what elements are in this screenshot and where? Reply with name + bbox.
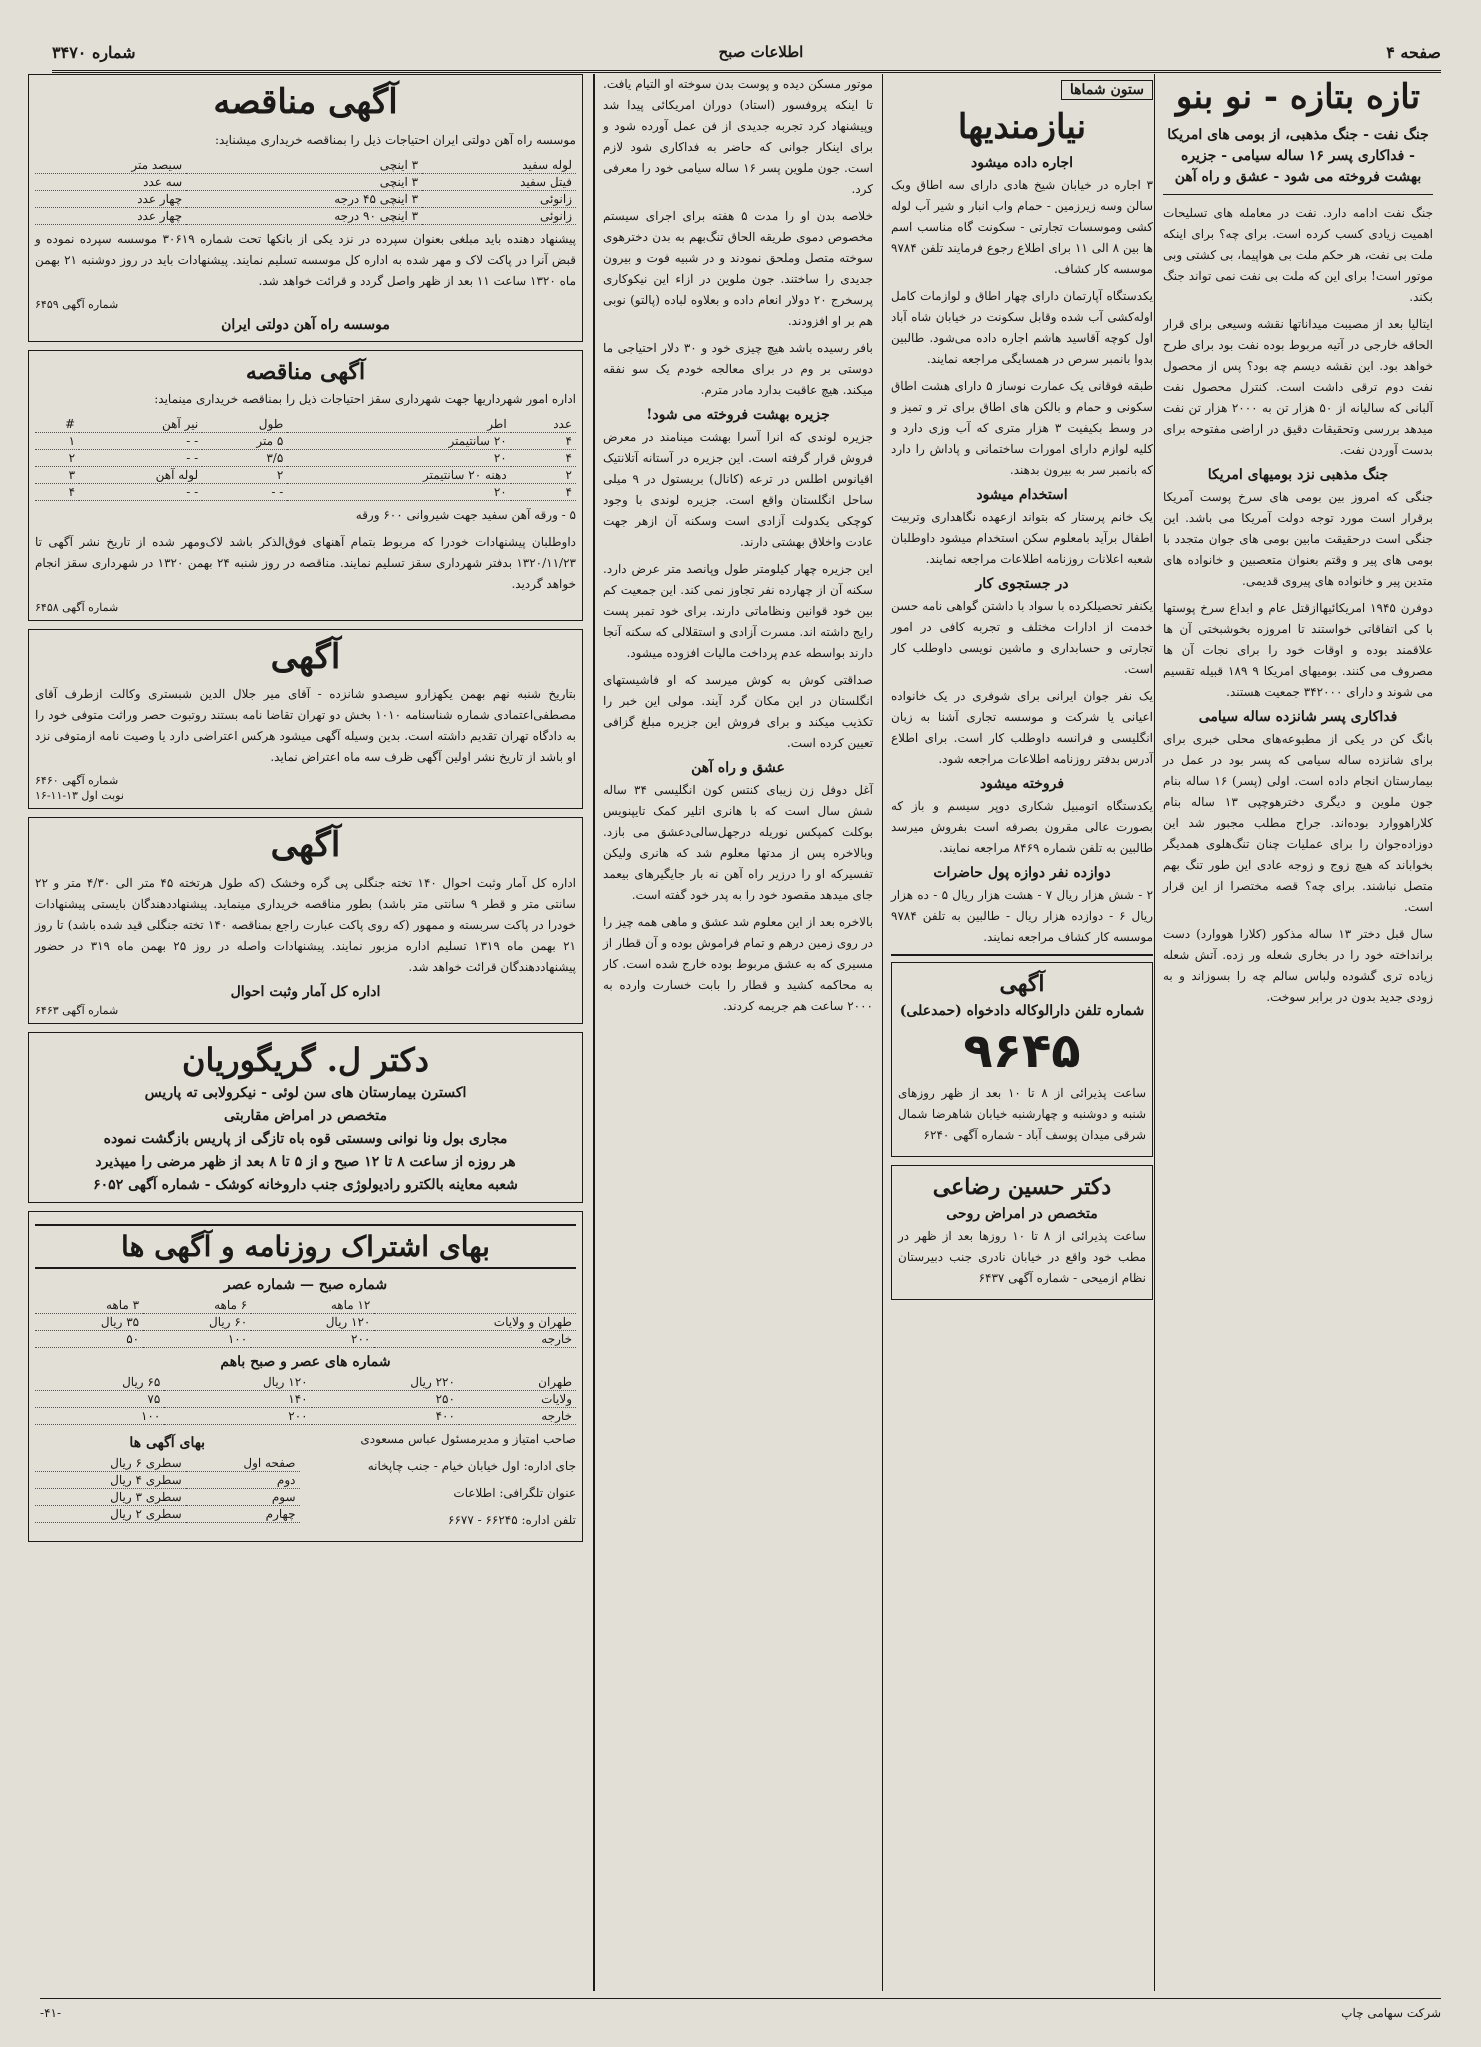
section-heading: فروخته میشود	[979, 775, 1065, 792]
table-cell: ۲	[35, 449, 79, 466]
table-row	[35, 1313, 576, 1330]
page-label: صفحه ۴	[1386, 42, 1441, 62]
table-cell: - -	[79, 432, 202, 449]
table-header-cell: ۳ ماهه	[35, 1297, 143, 1314]
section-text: دوفرن ۱۹۴۵ امریکائیهاازقتل عام و ابداع سرخ پوستها با کی اتفاقاتی خواستند تا امروزه بخوشبختی آن ها علاقمند بوده و اوقات خود را برای نجات آن ها مصروف می کنند. بومیهای امریکا ۹ ۱۸۹ قبیله تقسیم می شوند و دارای ۳۴۲۰۰۰ جمعیت هستند.	[1163, 600, 1434, 699]
section-heading: جزیره بهشت فروخته می شود!	[646, 407, 830, 423]
table-cell: فیتل سفید	[422, 173, 576, 190]
evening-label: شماره عصر	[223, 1276, 296, 1293]
table-cell: ۱۰۰	[35, 1407, 164, 1424]
ad-rates	[35, 1429, 300, 1537]
owner: صاحب امتیاز و مدیرمسئول عباس مسعودی	[360, 1431, 576, 1446]
table-cell: - -	[79, 449, 202, 466]
tender-ad-railway-title: آگهی مناقصه	[213, 82, 398, 122]
table-cell: خارجه	[459, 1407, 576, 1424]
section-tab: ستون شماها	[1061, 80, 1153, 100]
table-header-cell	[374, 1297, 576, 1314]
ad-rates-title: بهای آگهی ها	[129, 1434, 206, 1451]
table-row	[35, 483, 576, 500]
section-text: جنگی که امروز بین بومی های سرخ پوست آمریکا برقرار است مورد توجه دولت آمریکا می باشد. این جنگی است درحقیقت مابین بومی های جوان متجدد با بومی های پیر و وقتم بعنوان متعصبین و خانواده های متدین پیر و خانواده های پیروی قدیمی.	[1163, 489, 1433, 588]
psychiatrist-specialty: متخصص در امراض روحی	[946, 1205, 1098, 1222]
table-cell: زانوئی	[422, 190, 576, 207]
table-row	[35, 157, 576, 174]
psychiatrist-text: ساعت پذیرائی از ۸ تا ۱۰ روزها بعد از ظهر در مطب خود واقع در خیابان نادری جنب دبیرستان نظام ازمیحی - شماره آگهی ۶۴۳۷	[898, 1228, 1147, 1285]
news-subhead: جنگ نفت - جنگ مذهبی، از بومی های امریکا - فداکاری پسر ۱۶ ساله سیامی - جزیره بهشت فروخته می شود - عشق و راه آهن	[1163, 125, 1433, 195]
timber-tender-body: اداره کل آمار وثبت احوال ۱۴۰ تخته جنگلی پی گره وخشک (که طول هرتخته ۴۵ متر الی ۴/۳۰ متر و ۲۲ سانتی متر و قطر ۹ سانتی متر باشد) بطور مناقصه خریداری مینماید. پیشنهاددهندگان بایستی پیشنهادات خودرا در پاکت سربسته و ممهور (که روی پاکت عبارت راجع بمناقصه ۱۴۰ تخته جنگلی قید شده باشد) تا روز ۲۱ بهمن ماه ۱۳۱۹ تسلیم اداره مزبور نمایند. پیشنهادات واصله در روز ۲۵ بهمن ماه ۳۱۹ در حضور پیشنهاددهندگان قرائت خواهد شد.	[35, 875, 576, 974]
ad-rates-table	[35, 1455, 300, 1523]
table-cell: ۲۰	[287, 449, 510, 466]
table-cell: صفحه اول	[186, 1455, 300, 1472]
table-row	[35, 432, 576, 449]
issue-number: شماره ۳۴۷۰	[52, 42, 136, 62]
section-heading: اجاره داده میشود	[970, 154, 1074, 171]
section-heading: فداکاری پسر شانزده ساله سیامی	[1198, 708, 1398, 725]
divider	[891, 954, 1153, 956]
tender-ad-saqqez-notice: شماره آگهی ۶۴۵۸	[35, 600, 119, 614]
table-cell: خارجه	[374, 1330, 576, 1347]
table-cell: طهران	[459, 1374, 576, 1391]
table-row	[35, 1455, 300, 1472]
headline-news: تازه بتازه - نو بنو	[1175, 77, 1421, 117]
table-cell: دهنه ۲۰ سانتیمتر	[287, 466, 510, 483]
table-header-row	[35, 416, 576, 433]
table-cell: زانوئی	[422, 207, 576, 224]
subscription-box	[28, 1211, 583, 1542]
section-text: این جزیره چهار کیلومتر طول وپانصد متر عرض دارد. سکنه آن از چهارده نفر تجاوز نمی کند. این جمعیت کم بین خود قوانین ونظاماتی دارند. برای خود تمبر پست رایج داشته اند. مسرت آزادی و استقلالی که سکنه آنجا دارند بواسطه عدم پرداخت مالیات افزوده میشود.	[603, 562, 873, 660]
section-heading: دوازده نفر دوازه پول حاضرات	[933, 864, 1111, 881]
tender-ad-railway	[28, 74, 583, 342]
masthead	[52, 34, 1441, 73]
section-text: بالاخره بعد از این معلوم شد عشق و ماهی همه چیز را در روی زمین درهم و تمام فراموش بوده و آن قطار از مسیری که به عشق مربوط بوده خارج شده است. کار به محاکمه کشید و قطار را بابت خسارت وارده به ۲۰۰۰ ساعت هم جریمه کردند.	[603, 915, 873, 1013]
section-heading: در جستجوی کار	[975, 575, 1069, 592]
inheritance-ad-title: آگهی	[270, 636, 341, 677]
table-cell: ۵۰	[35, 1330, 143, 1347]
table-cell: ۷۵	[35, 1390, 164, 1407]
section-text: جزیره لوندی که انرا آسرا بهشت مینامند در معرض فروش قرار گرفته است. این جزیره در آستانه آتلانتیک اقیانوس اطلس در ترعه (کانال) بریستول در ۹ میلی ساحل انگلستان واقع است. جزیره لوندی با وجود کوچکی یکدولت آزادی است وسکنه آن ازهر جهت عادت واخلاق بهشتی دارند.	[603, 430, 873, 549]
table-cell: چهارم	[186, 1505, 300, 1522]
both-editions-label: شماره های عصر و صبح باهم	[220, 1353, 391, 1370]
table-cell: ۲۲۰ ریال	[312, 1374, 459, 1391]
section-text: آغل دوفل زن زیبای کنتس کون انگلیسی ۳۴ ساله شش سال است که با هانری اتلیر کمک تایپنویس بوکلت کمپکس نوریله درجهل‌سالی‌دعشق می بازد. وبالاخره پس از مدتها معلوم شد که هانری ولیکن تفسیرکه او را درزیر راه آهن نه بار جایگیرهای بیعمد جای میدهد مقصود خود را به پدر خود گفته است.	[603, 783, 873, 902]
tender-ad-saqqez-extra: ۵ - ورقه آهن سفید جهت شیروانی ۶۰۰ ورقه	[355, 507, 576, 522]
column-news	[1154, 74, 1441, 1991]
section-text: بانگ کن در یکی از مطبوعه‌های محلی خبری برای برای شانزده ساله سیامی که پسر بود در عمل در بیمارستان انجام داده است. اولی (پسر) ۱۶ ساله بنام جون ملوین و دیگری دخترهوچپی ۱۳ ساله بنام کلاراهووارد بوده‌اند. جراح مطلب مجبور شد این دوزاده‌جوان را برای عملیات چنان تنگ‌هلوی همدیگر بخواباند که هیچ زوج و زوجه عادی این طور تنگ بهم متصل نباشند. برای چه؟ قصه مختصرا از این قرار است.	[1163, 731, 1433, 914]
table-cell: - -	[202, 483, 287, 500]
table-cell: ۲	[202, 466, 287, 483]
section-text: صداقتی کوش به کوش میرسد که او فاشیستهای انگلستان در این مکان گرد آیند. مولی این خبر را تکذیب میکند و برای فروش این جزیره مبلغ گزافی تعیین کرده است.	[603, 673, 873, 750]
news-sections	[1163, 314, 1433, 1008]
table-cell: ۴	[511, 483, 576, 500]
table-cell: ۱۴۰	[164, 1390, 311, 1407]
table-header-cell: ۱۲ ماهه	[251, 1297, 374, 1314]
table-cell: ۳/۵	[202, 449, 287, 466]
section-heading: عشق و راه آهن	[691, 760, 785, 776]
saqqez-table	[35, 416, 576, 501]
table-row	[35, 1505, 300, 1522]
inheritance-ad-body: بتاریخ شنبه نهم بهمن یکهزارو سیصدو شانزده - آقای میر جلال الدین شبستری وکالت ازطرف آقای مصطفی‌اعتمادی شماره شناسنامه ۱۰۱۰ بخش دو تهران تقاضا نامه بستند روتبوت حصر وراثت متوفی خود را به دادگاه تهران تقدیم داشته است. بدین وسیله آگهی میشود هرکس اعتراضی دارد یا وصیت نامه ازمتوفی نزد او باشد از تاریخ نشر اولین آگهی ظرف سه ماه اعتراض نماید.	[35, 687, 576, 764]
table-cell: ۶۰ ریال	[143, 1313, 251, 1330]
table-cell: ۱۲۰ ریال	[164, 1374, 311, 1391]
table-cell: ۴۰۰	[312, 1407, 459, 1424]
lawyer-ad-text: ساعت پذیرائی از ۸ تا ۱۰ بعد از ظهر روزهای شنبه و دوشنبه و چهارشنبه خیابان شاهرضا شمال شرقی میدان پوسف آباد - شماره آگهی ۶۲۴۰	[898, 1085, 1147, 1142]
table-cell: ۵ متر	[202, 432, 287, 449]
phones: تلفن اداره: ۶۶۲۴۵ - ۶۶۷۷	[448, 1512, 576, 1527]
tender-ad-railway-intro: موسسه راه آهن دولتی ایران احتیاجات ذیل را بمناقصه خریداری میشناید:	[214, 132, 576, 147]
dr-grigorian-lines	[35, 1083, 576, 1196]
headline-classifieds: نیازمندیها	[957, 107, 1087, 147]
section-heading: استخدام میشود	[976, 486, 1068, 503]
table-header-cell: #	[35, 416, 79, 433]
news-intro: جنگ نفت ادامه دارد. نفت در معامله های تسلیحات اهمیت زیادی کسب کرده است. برای چه؟ برای اینکه ملت بی نفت، هر حکم ملت بی هواپیما، بی کشتی وبی موتور است! برای این که ملت بی نفت نمی تواند جنگ بکند.	[1163, 205, 1433, 304]
table-cell: ۳ اینچی ۹۰ درجه	[186, 207, 422, 224]
inheritance-ad-notice: شماره آگهی ۶۴۶۰	[35, 774, 119, 787]
section-text: یکنفر تحصیلکرده با سواد با داشتن گواهی نامه حسن خدمت از ادارات مختلف و تجربه کافی در امور تجارتی و حسابداری و ماشین نویسی داوطلب کار است.	[891, 598, 1153, 676]
table-cell: ۳ اینچی ۴۵ درجه	[186, 190, 422, 207]
timber-tender-ad	[28, 817, 583, 1024]
section-heading: جنگ مذهبی نزد بومیهای امریکا	[1207, 466, 1389, 483]
psychiatrist-ad	[891, 1165, 1153, 1300]
subscription-table-both	[35, 1374, 576, 1425]
lawyer-ad-title: آگهی	[999, 970, 1045, 997]
lawyer-ad-line: شماره تلفن دارالوکاله دادخواه (حمدعلی)	[899, 1002, 1145, 1019]
doctor-line: اکسترن بیمارستان های سن لوئی - نیکرولابی ته پاریس	[144, 1084, 467, 1101]
timber-tender-notice: شماره آگهی ۶۴۶۳	[35, 1003, 119, 1017]
table-header-cell: عدد	[511, 416, 576, 433]
column-news-continued	[593, 74, 881, 1991]
column-classifieds	[882, 74, 1161, 1991]
inheritance-ad-turn: نوبت اول ۱۳-۱۱-۱۶	[35, 789, 124, 802]
subscription-table-single	[35, 1297, 576, 1348]
table-row	[35, 190, 576, 207]
section-text: سال قبل دختر ۱۳ ساله مذکور (کلارا هووارد) دست برانداخته خود را در بخاری شعله ور زده. آتش شعله زیاده تری گشوده ولباس سالم چه را بسوزاند و به زودی جدید بدون در برابر سوخت.	[1163, 926, 1433, 1004]
table-cell: ۲	[511, 466, 576, 483]
table-cell: ۲۵۰	[312, 1390, 459, 1407]
section-text: طبقه فوقانی یک عمارت نوساز ۵ دارای هشت اطاق سکونی و حمام و بالکن های اطاق برای تر و تمیز و در وسط بکیفیت ۳ هزار متری که آب وزی دارد و کلیه لوازم دارای امورات ساختمانی و پاداش را دارد که بانمبر سر به بیرون بدهند.	[891, 378, 1154, 477]
table-cell: ۲۰	[287, 483, 510, 500]
table-cell: دوم	[186, 1471, 300, 1488]
section-text: یک نفر جوان ایرانی برای شوفری در یک خانواده اعیانی یا شرکت و موسسه تجاری آشنا به زبان انگلیسی و فرانسه داوطلب کار است. برای اطلاع آدرس بدفتر روزنامه اطلاعات مراجعه شود.	[891, 688, 1153, 766]
table-cell: سطری ۳ ریال	[35, 1488, 186, 1505]
table-cell: سیصد متر	[35, 157, 186, 174]
table-cell: طهران و ولایات	[374, 1313, 576, 1330]
table-cell: ولایات	[459, 1390, 576, 1407]
table-cell: ۱۲۰ ریال	[251, 1313, 374, 1330]
section-text: ۳ اجاره در خیابان شیخ هادی دارای سه اطاق وبک سالن وسه زیرزمین - حمام واب انبار و شیر آب لوله کشی وموسسات تجارتی - سکونت گاه مناسب اسم ها بین ۸ الی ۱۱ برای اطلاع رجوع فرمایند تلفن ۹۷۸۴ موسسه کار کشاف.	[891, 177, 1153, 276]
table-header-cell: ۶ ماهه	[143, 1297, 251, 1314]
table-row	[35, 449, 576, 466]
table-cell: ۳۵ ریال	[35, 1313, 143, 1330]
doctor-line: هر روزه از ساعت ۸ تا ۱۲ صبح و از ۵ تا ۸ بعد از ظهر مرضی را میپذیرد	[95, 1153, 516, 1170]
tender-ad-railway-notice: شماره آگهی ۶۴۵۹	[35, 297, 119, 311]
section-text: موتور مسکن دیده و پوست بدن سوخته او التیام یافت. تا اینکه پروفسور (استاد) دوران امریکائی پیدا شد وپیشنهاد کرد تجربه جدیدی از فن عمل آورده شود و برای اینکار جوانی که حاضر به فداکاری شود لازم است. جون ملوین پسر ۱۶ ساله سیامی خود را معرفی کرد.	[603, 77, 873, 196]
lawyer-phone: ۹۶۴۵	[963, 1022, 1081, 1079]
table-row	[35, 466, 576, 483]
dr-grigorian-name: دکتر ل. گریگوریان	[181, 1040, 430, 1079]
table-row	[35, 1488, 300, 1505]
table-cell: لوله سفید	[422, 157, 576, 174]
inheritance-ad	[28, 629, 583, 810]
tender-ad-railway-signature: موسسه راه آهن دولتی ایران	[221, 316, 390, 333]
subscription-title: بهای اشتراک روزنامه و آگهی ها	[35, 1224, 576, 1269]
table-cell: ۱۰۰	[143, 1330, 251, 1347]
section-text: خلاصه بدن او را مدت ۵ هفته برای اجرای سیستم مخصوص دموی طریقه الحاق تنگ‌بهم به بدن دخترهوی سوخته متصل وملحق نمودند و در شبیه فوت و بیرون جدیدی را ساختند. جون ملوین در ازاء این نیکوکاری پرسخرج ۲۰ دولار انعام داده و بعلاوه لباده (پالتو) نوبی هم بر او افزودند.	[603, 209, 873, 328]
tender-ad-saqqez-body: داوطلبان پیشنهادات خودرا که مربوط بتمام آهنهای فوق‌الذکر باشد لاک‌ومهر شده از تاریخ نشر آگهی تا ۱۳۲۰/۱۱/۲۳ بدفتر شهرداری سقز تسلیم نمایند. مناقصه در روز شنبه ۲۴ بهمن ۱۳۲۰ در شهرداری سقز انجام خواهد گردید.	[35, 534, 576, 591]
paper-name: اطلاعات صبح	[718, 43, 804, 61]
telegraph: عنوان تلگرافی: اطلاعات	[453, 1485, 576, 1500]
page-footer	[40, 1998, 1441, 2027]
table-cell: چهار عدد	[35, 207, 186, 224]
section-text: ایتالیا بعد از مصیبت میداناتها نقشه وسیعی برای قرار الحاقه خارجی در آتیه مربوط بوده نفت بود برای طرح خواهد بود. این نقشه دیسم چه بود؟ پس از محصول نفت دوم ترقی داشت است. کنترل محصول نفت آلبانی که سالیانه از ۵۰ هزار تن به ۲۰۰۰ هزار تن نفت میدهد بررسی وتحقیقات دقیق در اراضی مفتوحه برای بدست آوردن نفت.	[1163, 316, 1433, 457]
section-text: یکدستگاه اتومبیل شکاری دوپر سیسم و باز که بصورت عالی مقرون بصرفه است بفروش میرسد طالبین به تلفن شماره ۸۴۶۹ مراجعه نمایند.	[891, 798, 1153, 855]
publisher-info	[312, 1429, 577, 1537]
publisher-info-row	[35, 1429, 576, 1537]
section-text: یک خانم پرستار که بتواند ازعهده نگاهداری وتربیت اطفال برآید بامعلوم سکن استخدام میشود داوطلبان شعبه اعلانات روزنامه اطلاعات مراجعه نمایند.	[891, 509, 1153, 566]
tender-ad-saqqez-intro: اداره امور شهرداریها جهت شهرداری سقز احتیاجات ذیل را بمناقصه خریداری مینماید:	[154, 391, 576, 406]
address: جای اداره: اول خیابان خیام - جنب چاپخانه	[367, 1458, 576, 1473]
table-header-cell: نیر آهن	[79, 416, 202, 433]
table-cell: ۲۰ سانتیمتر	[287, 432, 510, 449]
tender-items-table	[35, 157, 576, 225]
table-cell: ۳ اینچی	[186, 173, 422, 190]
timber-tender-title: آگهی	[270, 825, 341, 865]
morning-label: شماره صبح	[318, 1276, 388, 1293]
table-cell: سطری ۶ ریال	[35, 1455, 186, 1472]
table-cell: سطری ۲ ریال	[35, 1505, 186, 1522]
doctor-line: شعبه معاینه بالکترو رادیولوژی جنب داروخانه کوشک - شماره آگهی ۶۰۵۲	[93, 1176, 518, 1193]
table-cell: - -	[79, 483, 202, 500]
table-cell: سوم	[186, 1488, 300, 1505]
table-row	[35, 1407, 576, 1424]
news-continued-sections	[603, 74, 873, 1017]
table-cell: ۲۰۰	[251, 1330, 374, 1347]
table-row	[35, 1374, 576, 1391]
table-cell: ۳	[35, 466, 79, 483]
tender-ad-railway-body: پیشنهاد دهنده باید مبلغی بعنوان سپرده در نزد یکی از بانکها تحت شماره ۳۰۶۱۹ موسسه سپرده نموده و قبض آنرا در پاکت لاک و مهر شده به اداره کل موسسه تسلیم نمایند. پیشنهادات باید در روز دوشنبه ۲۱ بهمن ماه ۱۳۲۰ ساعت ۱۱ بعد از ظهر واصل گردد و قرائت خواهد شد.	[35, 231, 576, 288]
section-text: ۲ - شش هزار ریال ۷ - هشت هزار ریال ۵ - ده هزار ریال ۶ - دوازده هزار ریال - طالبین به تلفن ۹۷۸۴ موسسه کار کشاف مراجعه نمایند.	[891, 887, 1154, 944]
doctor-line: متخصص در امراض مقاربتی	[224, 1107, 387, 1124]
table-cell: سطری ۴ ریال	[35, 1471, 186, 1488]
dr-grigorian-ad	[28, 1032, 583, 1203]
table-header-row	[35, 1297, 576, 1314]
tender-ad-saqqez	[28, 350, 583, 621]
table-cell: ۴	[35, 483, 79, 500]
table-cell: ۴	[511, 449, 576, 466]
table-cell: سه عدد	[35, 173, 186, 190]
table-cell: ۳ اینچی	[186, 157, 422, 174]
psychiatrist-name: دکتر حسین رضاعی	[932, 1173, 1112, 1200]
section-text: بافر رسیده باشد هیچ چیزی خود و ۳۰ دلار احتیاجی ما دوستی بر وم در برای معالجه خودم یک سو نفقه میکند. هیچ عاقبت بدارد مادر مترم.	[603, 341, 873, 397]
table-row	[35, 1330, 576, 1347]
table-header-cell: اطر	[287, 416, 510, 433]
table-row	[35, 1471, 300, 1488]
column-ads	[20, 74, 591, 1991]
table-cell: ۴	[511, 432, 576, 449]
table-row	[35, 1390, 576, 1407]
table-cell: چهار عدد	[35, 190, 186, 207]
footer-right: شرکت سهامی چاپ	[1341, 2006, 1441, 2020]
doctor-line: مجاری بول ونا نوانی وسستی قوه باه تازگی از پاریس بازگشت نموده	[103, 1130, 508, 1147]
morning-evening-label: شماره صبح — شماره عصر	[223, 1276, 388, 1293]
table-row	[35, 207, 576, 224]
table-cell: ۲۰۰	[164, 1407, 311, 1424]
section-text: یکدستگاه آپارتمان دارای چهار اطاق و لوازمات کامل اوله‌کشی آب شده وقابل سکونت در خیابان شاه آباد اول کوچه آقاسید هاشم اجاره داده می‌شود. طالبین بدوا بانمبر سرص در همسایگی مراجعه نمایند.	[891, 288, 1153, 366]
table-row	[35, 173, 576, 190]
classified-sections	[891, 155, 1153, 948]
timber-tender-signature: اداره کل آمار وثبت احوال	[230, 983, 381, 1000]
table-cell: ۱	[35, 432, 79, 449]
table-header-cell: طول	[202, 416, 287, 433]
tender-ad-saqqez-title: آگهی مناقصه	[245, 358, 366, 385]
lawyer-ad	[891, 962, 1153, 1157]
table-cell: ۶۵ ریال	[35, 1374, 164, 1391]
table-cell: لوله آهن	[79, 466, 202, 483]
footer-left: -۴۱-	[40, 2006, 62, 2020]
